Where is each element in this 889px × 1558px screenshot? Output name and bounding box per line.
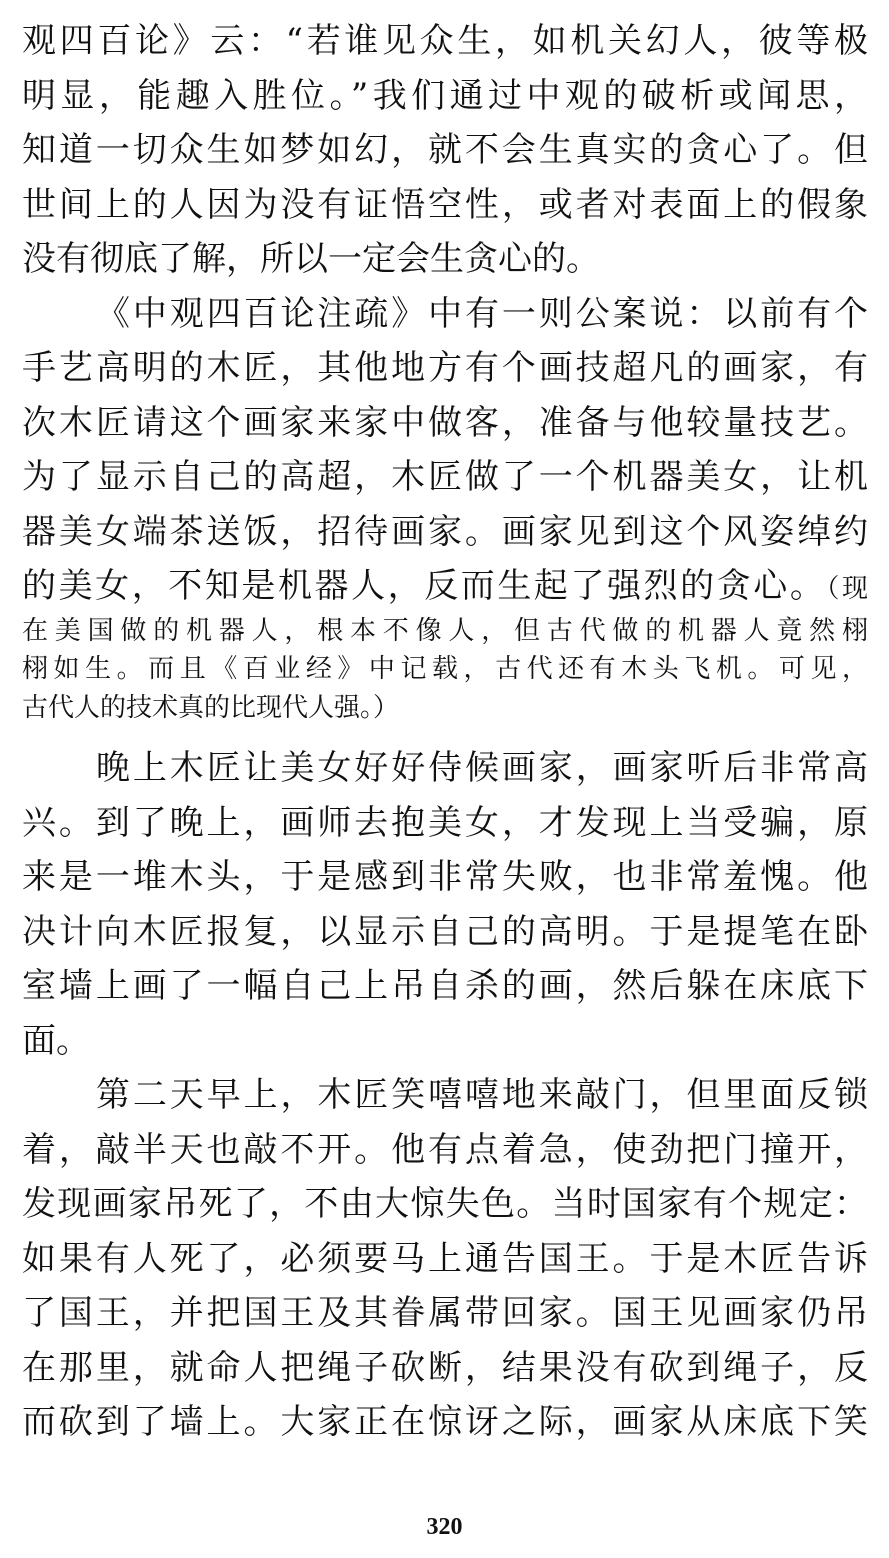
paragraph xyxy=(22,741,868,1068)
text-line: 而砍到了墙上。大家正在惊讶之际，画家从床底下笑 xyxy=(22,1402,868,1442)
book-page-body xyxy=(22,14,868,1450)
paragraph xyxy=(22,287,868,742)
text-line: 第二天早上，木匠笑嘻嘻地来敲门，但里面反锁 xyxy=(96,1075,868,1115)
paragraph xyxy=(22,1068,868,1450)
text-line: 世间上的人因为没有证悟空性，或者对表面上的假象 xyxy=(22,184,868,225)
text-line: 为了显示自己的高超，木匠做了一个机器美女，让机 xyxy=(22,457,868,497)
text-line: 明显，能趣入胜位。”我们通过中观的破析或闻思， xyxy=(22,75,868,116)
text-line: 如果有人死了，必须要马上通告国王。于是木匠告诉 xyxy=(22,1238,868,1279)
text-line: 晚上木匠让美女好好侍候画家，画家听后非常高 xyxy=(96,748,868,788)
text-line: 没有彻底了解，所以一定会生贪心的。 xyxy=(22,239,600,279)
text-line: 面。 xyxy=(22,1020,90,1061)
page-number: 320 xyxy=(426,1514,463,1540)
note-line: 在美国做的机器人，根本不像人，但古代做的机器人竟然栩 xyxy=(22,615,868,646)
text-line: 决计向木匠报复，以显示自己的高明。于是提笔在卧 xyxy=(22,911,868,952)
main-text: 的美女，不知是机器人，反而生起了强烈的贪心。 xyxy=(22,566,827,606)
text-line: 手艺高明的木匠，其他地方有个画技超凡的画家，有 xyxy=(22,348,868,388)
text-line: 着，敲半天也敲不开。他有点着急，使劲把门撞开， xyxy=(22,1129,868,1170)
note-line: 栩如生。而且《百业经》中记载，古代还有木头飞机。可见， xyxy=(22,654,868,684)
note-line: 古代人的技术真的比现代人强。） xyxy=(22,692,400,723)
text-line: 次木匠请这个画家来家中做客，准备与他较量技艺。 xyxy=(22,402,868,443)
text-line: 发现画家吊死了，不由大惊失色。当时国家有个规定： xyxy=(22,1184,868,1224)
text-line: 器美女端茶送饭，招待画家。画家见到这个风姿绰约 xyxy=(22,511,868,552)
text-line: 来是一堆木头，于是感到非常失败，也非常羞愧。他 xyxy=(22,857,868,897)
text-line: 了国王，并把国王及其眷属带回家。国王见画家仍吊 xyxy=(22,1293,868,1333)
text-line: 知道一切众生如梦如幻，就不会生真实的贪心了。但 xyxy=(22,130,868,170)
text-line xyxy=(22,559,868,614)
text-line: 室墙上画了一幅自己上吊自杀的画，然后躲在床底下 xyxy=(22,966,868,1006)
text-line: 观四百论》云：“若谁见众生，如机关幻人，彼等极 xyxy=(22,21,868,61)
paragraph xyxy=(22,14,868,287)
text-line: 兴。到了晚上，画师去抱美女，才发现上当受骗，原 xyxy=(22,802,868,843)
note-text: （现 xyxy=(826,574,868,604)
text-line: 《中观四百论注疏》中有一则公案说：以前有个 xyxy=(96,293,868,334)
text-line: 在那里，就命人把绳子砍断，结果没有砍到绳子，反 xyxy=(22,1347,868,1388)
